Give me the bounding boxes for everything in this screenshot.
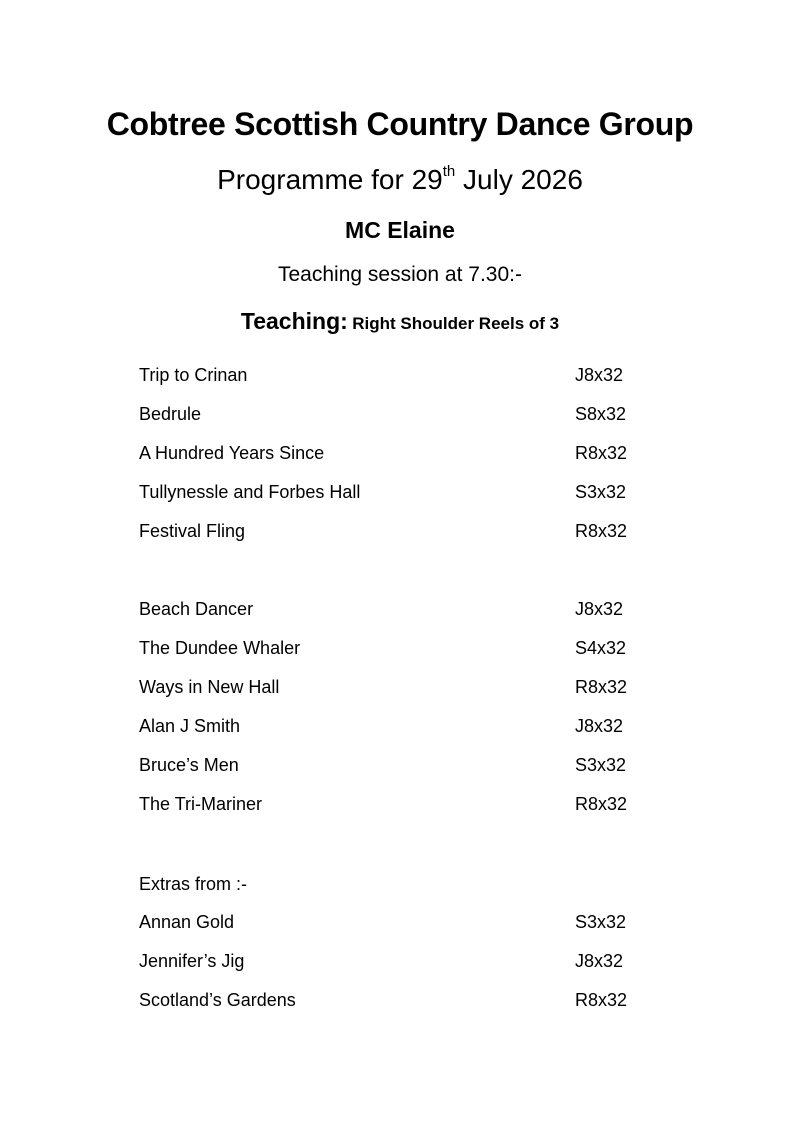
dance-code: S3x32 [575,912,627,932]
dance-name: The Tri-Mariner [139,794,263,814]
programme-prefix: Programme for 29 [217,164,443,195]
extra-dance-row [139,948,659,974]
dance-row [139,440,659,466]
dance-row [139,362,659,388]
teaching-dance: Right Shoulder Reels of 3 [352,314,560,333]
dance-code: J8x32 [575,365,624,385]
dance-code: R8x32 [575,443,628,463]
dance-name: Scotland’s Gardens [139,990,296,1010]
extra-dance-row [139,987,659,1013]
dance-name: Tullynessle and Forbes Hall [139,482,361,502]
dance-row [139,401,659,427]
dance-row [139,791,659,817]
dance-name: Jennifer’s Jig [139,951,245,971]
dance-row [139,518,659,544]
dance-code: J8x32 [575,716,624,736]
teaching-session-time: Teaching session at 7.30:- [278,263,522,286]
dance-code: S3x32 [575,755,627,775]
programme-month-year: July 2026 [455,164,583,195]
dance-row [139,674,659,700]
dance-row [139,479,659,505]
dance-code: S4x32 [575,638,627,658]
dance-code: S3x32 [575,482,627,502]
mc-name: MC Elaine [345,217,455,243]
dance-name: Festival Fling [139,521,246,541]
dance-name: The Dundee Whaler [139,638,301,658]
dance-row [139,635,659,661]
dance-code: R8x32 [575,677,628,697]
dance-code: S8x32 [575,404,627,424]
dance-code: R8x32 [575,521,628,541]
dance-name: Trip to Crinan [139,365,248,385]
dance-name: Bruce’s Men [139,755,239,775]
dance-name: Ways in New Hall [139,677,280,697]
dance-name: Alan J Smith [139,716,241,736]
dance-row [139,596,659,622]
dance-name: Beach Dancer [139,599,254,619]
programme-date-suffix: th [442,163,456,180]
dance-name: Annan Gold [139,912,235,932]
page-title: Cobtree Scottish Country Dance Group [106,106,694,142]
dance-row [139,752,659,778]
dance-code: R8x32 [575,990,628,1010]
dance-name: A Hundred Years Since [139,443,325,463]
dance-code: J8x32 [575,951,624,971]
extra-dance-row [139,909,659,935]
dance-name: Bedrule [139,404,202,424]
teaching-label: Teaching: [240,308,348,334]
dance-code: J8x32 [575,599,624,619]
dance-row [139,713,659,739]
extras-heading: Extras from :- [139,874,248,894]
dance-code: R8x32 [575,794,628,814]
